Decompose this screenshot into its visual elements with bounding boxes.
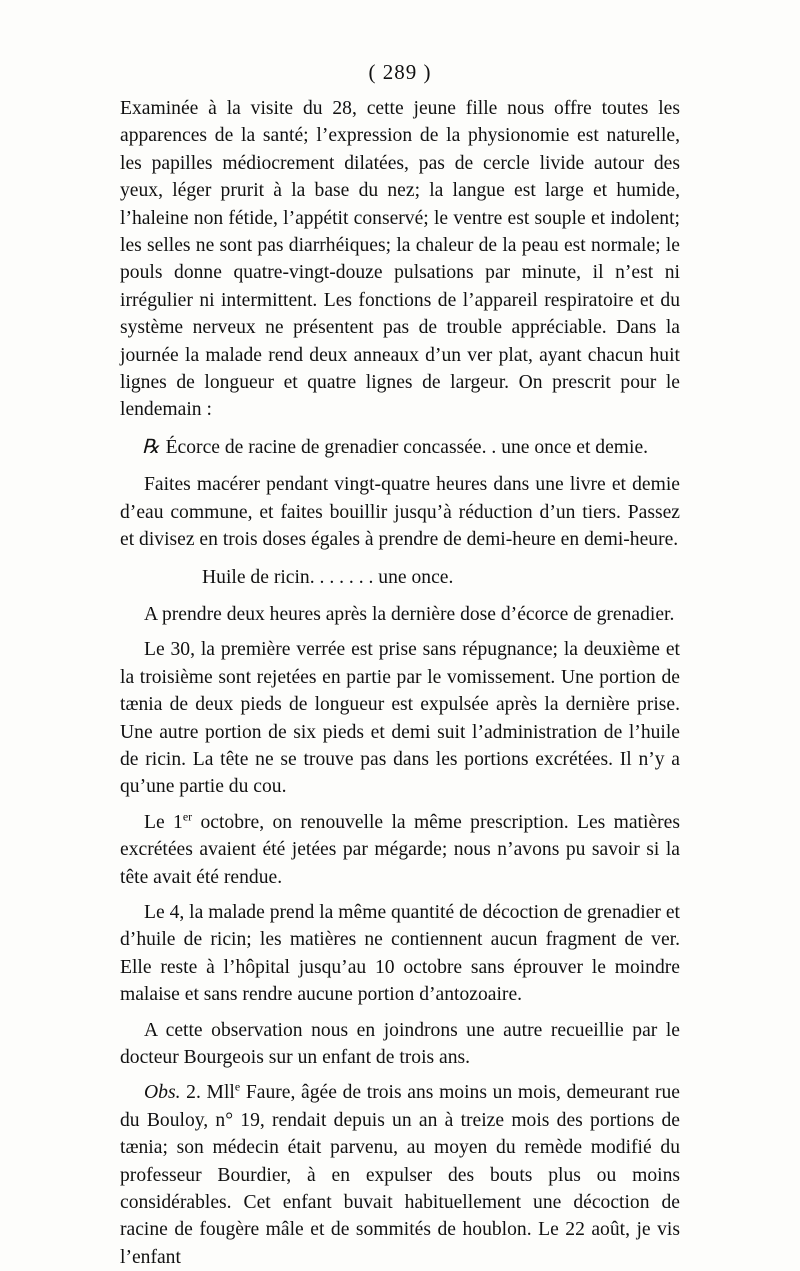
paragraph-observation-2 bbox=[120, 1079, 680, 1271]
paragraph-dosage-timing: A prendre deux heures après la dernière dose d’écorce de grenadier. bbox=[144, 603, 675, 625]
observation-2-start: 2. Mll bbox=[180, 1082, 235, 1104]
paragraph-examination: Examinée à la visite du 28, cette jeune fille nous offre toutes les apparences de la santé; l’expression de la physionomie est naturelle, les papilles médiocrement dilatées, pas de cercle livide autour des yeux, léger prurit à la base du nez; la langue est large et humide, l’haleine non fétide, l’appétit conservé; le ventre est souple et indolent; les selles ne sont pas diarrhéiques; la chaleur de la peau est normale; le pouls donne quatre-vingt-douze pulsations par minute, il n’est ni irrégulier ni intermittent. Les fonctions de l’appareil respiratoire et du système nerveux ne présentent pas de trouble appréciable. Dans la journée la malade rend deux anneaux d’un ver plat, ayant chacun huit lignes de longueur et quatre lignes de largeur. On prescrit pour le lendemain : bbox=[120, 98, 680, 421]
paragraph-day-30: Le 30, la première verrée est prise sans répugnance; la deuxième et la troisième sont rejetées en partie par le vomissement. Une portion de tænia de deux pieds de longueur est expulsée après la dernière prise. Une autre portion de six pieds et demi suit l’administration de l’huile de ricin. La tête ne se trouve pas dans les portions excrétées. Il n’y a qu’une partie du cou. bbox=[120, 639, 680, 798]
paragraph-maceration: Faites macérer pendant vingt-quatre heures dans une livre et demie d’eau commune, et faites bouillir jusqu’à réduction d’un tiers. Passez et divisez en trois doses égales à prendre de demi-heure en demi-heure. bbox=[120, 474, 680, 551]
october-1-start: Le 1 bbox=[144, 811, 183, 833]
observation-2-superscript: e bbox=[234, 1079, 241, 1094]
observation-label: Obs. bbox=[144, 1082, 181, 1104]
prescription-pomegranate-text: Écorce de racine de grenadier concassée. . une once et demie. bbox=[165, 436, 649, 458]
recipe-symbol: ℞ bbox=[142, 436, 160, 458]
page-number: ( 289 ) bbox=[368, 60, 432, 84]
paragraph-second-observation-intro: A cette observation nous en joindrons une autre recueillie par le docteur Bourgeois sur un enfant de trois ans. bbox=[120, 1019, 680, 1068]
paragraph-day-4: Le 4, la malade prend la même quantité de décoction de grenadier et d’huile de ricin; les matières ne contiennent aucun fragment de ver. Elle reste à l’hôpital jusqu’au 10 octobre sans éprouver le moindre malaise et sans rendre aucune portion d’antozoaire. bbox=[120, 901, 680, 1006]
october-1-superscript: er bbox=[182, 809, 193, 824]
prescription-castor-oil: Huile de ricin. . . . . . . une once. bbox=[202, 566, 454, 588]
prescription-pomegranate bbox=[120, 434, 680, 461]
observation-2-rest: Faure, âgée de trois ans moins un mois, demeurant rue du Bouloy, n° 19, rendait depuis un an à treize mois des portions de tænia; son médecin était parvenu, au moyen du remède modifié du professeur Bourdier, à en expulser des bouts plus ou moins considérables. Cet enfant buvait habituellement une décoction de racine de fougère mâle et de sommités de houblon. Le 22 août, je vis l’enfant bbox=[120, 1082, 680, 1268]
paragraph-october-1 bbox=[120, 809, 680, 891]
october-1-rest: octobre, on renouvelle la même prescription. Les matières excrétées avaient été jetées par mégarde; nous n’avons pu savoir si la tête avait été rendue. bbox=[120, 811, 680, 888]
